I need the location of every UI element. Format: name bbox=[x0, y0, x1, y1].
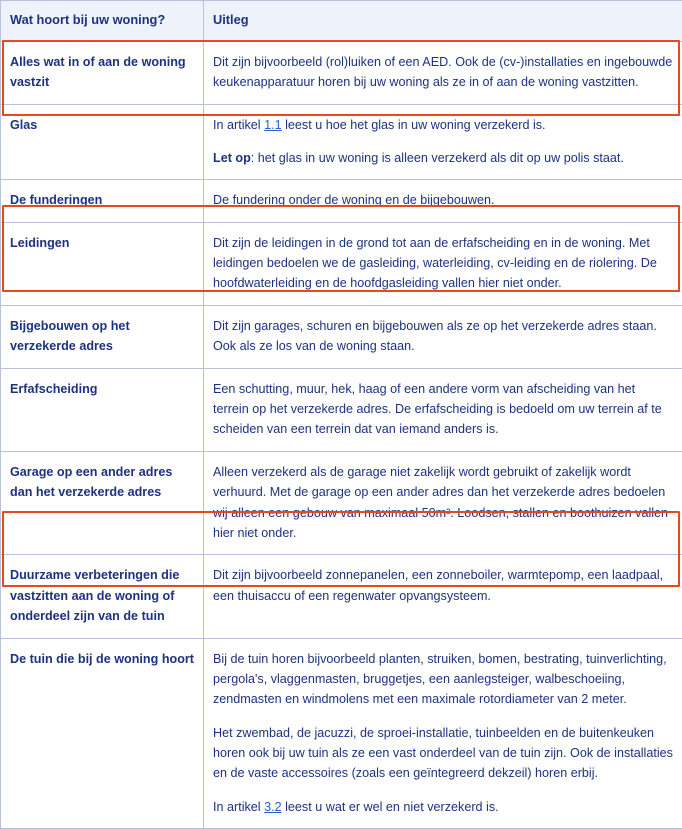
table-header-row bbox=[1, 1, 682, 42]
table-row bbox=[1, 451, 682, 555]
row-description: Alleen verzekerd als de garage niet zakelijk wordt gebruikt of zakelijk wordt verhuurd. Met de garage op een ander adres dan het verzekerde adres bedoelen wij alleen een gebouw van maximaal 50m². Loodsen, stallen en boothuizen vallen hier niet onder. bbox=[204, 451, 682, 555]
row-description: Dit zijn bijvoorbeeld zonnepanelen, een zonneboiler, warmtepomp, een laadpaal, een thuisaccu of een regenwater opvangsysteem. bbox=[204, 555, 682, 638]
attention-label: Let op bbox=[213, 151, 251, 165]
glass-text-after-link: leest u hoe het glas in uw woning verzekerd is. bbox=[282, 118, 546, 132]
article-link-3-2[interactable]: 3.2 bbox=[264, 800, 282, 814]
row-term: Alles wat in of aan de woning vastzit bbox=[1, 41, 204, 104]
table-row bbox=[1, 41, 682, 104]
garden-text-after-link: leest u wat er wel en niet verzekerd is. bbox=[282, 800, 499, 814]
row-description: De fundering onder de woning en de bijgebouwen. bbox=[204, 180, 682, 222]
glass-line-2 bbox=[213, 148, 673, 168]
table-row bbox=[1, 555, 682, 638]
row-description bbox=[204, 104, 682, 180]
row-description: Een schutting, muur, hek, haag of een andere vorm van afscheiding van het terrein op het verzekerde adres. De erfafscheiding is bedoeld om uw terrein af te scheiden van een terrein dat van iemand anders is. bbox=[204, 368, 682, 451]
column-header-term: Wat hoort bij uw woning? bbox=[1, 1, 204, 42]
row-description bbox=[204, 638, 682, 829]
row-term: Garage op een ander adres dan het verzekerde adres bbox=[1, 451, 204, 555]
table-body bbox=[1, 41, 682, 829]
row-description: Dit zijn garages, schuren en bijgebouwen als ze op het verzekerde adres staan. Ook als ze los van de woning staan. bbox=[204, 305, 682, 368]
column-header-explanation: Uitleg bbox=[204, 1, 682, 42]
garden-paragraph-1: Bij de tuin horen bijvoorbeeld planten, struiken, bomen, bestrating, tuinverlichting, pergola's, vlaggenmasten, bruggetjes, een aanlegsteiger, walbeschoeiing, zendmasten en windmolens met een maximale rotordiameter van 2 meter. bbox=[213, 649, 673, 710]
row-term: Erfafscheiding bbox=[1, 368, 204, 451]
table-head bbox=[1, 1, 682, 42]
row-description: Dit zijn bijvoorbeeld (rol)luiken of een AED. Ook de (cv-)installaties en ingebouwde keukenapparatuur horen bij uw woning als ze in of aan de woning vastzitten. bbox=[204, 41, 682, 104]
table-row bbox=[1, 305, 682, 368]
row-term: Bijgebouwen op het verzekerde adres bbox=[1, 305, 204, 368]
attention-text: : het glas in uw woning is alleen verzekerd als dit op uw polis staat. bbox=[251, 151, 624, 165]
article-link-1-1[interactable]: 1.1 bbox=[264, 118, 282, 132]
glass-text-before-link: In artikel bbox=[213, 118, 264, 132]
row-term: De funderingen bbox=[1, 180, 204, 222]
table-row bbox=[1, 638, 682, 829]
row-description: Dit zijn de leidingen in de grond tot aan de erfafscheiding en in de woning. Met leidingen bedoelen we de gasleiding, waterleiding, cv-leiding en de riolering. De hoofdwaterleiding en de hoofdgasleiding vallen hier niet onder. bbox=[204, 222, 682, 305]
row-term: De tuin die bij de woning hoort bbox=[1, 638, 204, 829]
row-term: Glas bbox=[1, 104, 204, 180]
table-row bbox=[1, 222, 682, 305]
table-row bbox=[1, 104, 682, 180]
table-row bbox=[1, 180, 682, 222]
row-term: Duurzame verbeteringen die vastzitten aan de woning of onderdeel zijn van de tuin bbox=[1, 555, 204, 638]
table-row bbox=[1, 368, 682, 451]
garden-paragraph-2: Het zwembad, de jacuzzi, de sproei-installatie, tuinbeelden en de buitenkeuken horen ook bij uw tuin als ze een vast onderdeel van de tuin zijn. Ook de installaties en de vaste accessoires (zoals een geïntegreerd dekzeil) horen erbij. bbox=[213, 723, 673, 784]
garden-text-before-link: In artikel bbox=[213, 800, 264, 814]
row-term: Leidingen bbox=[1, 222, 204, 305]
glass-line-1 bbox=[213, 115, 673, 135]
